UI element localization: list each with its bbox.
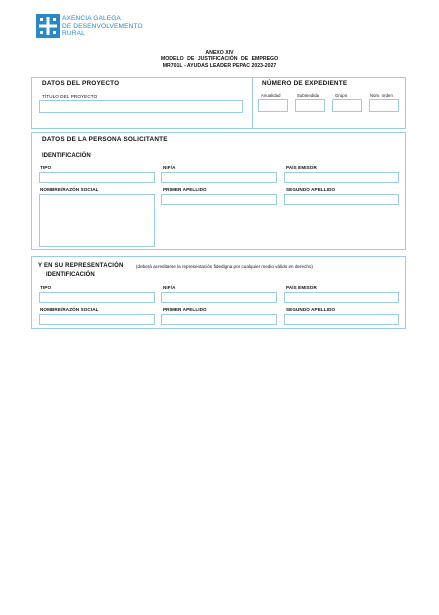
representation-identification-heading: IDENTIFICACIÓN [46, 272, 95, 278]
model-title: MODELO DE JUSTIFICACIÓN DE EMPREGO [160, 56, 279, 63]
agency-name [62, 15, 143, 38]
code-line: MR701L - AYUDAS LEADER PEPAC 2023-2027 [162, 62, 277, 69]
applicant-primer-apellido-label: PRIMER APELLIDO [163, 187, 207, 192]
representation-pais-input[interactable] [284, 292, 399, 303]
representation-tipo-label: TIPO [40, 285, 52, 290]
agency-line: AXENCIA GALEGA [62, 15, 121, 22]
document-heading [0, 50, 439, 69]
agency-line: DE DESENVOLVEMENTO [62, 22, 143, 30]
applicant-segundo-apellido-input[interactable] [284, 194, 399, 205]
applicant-nombre-textarea[interactable] [39, 194, 155, 247]
num-orden-label: Núm. orden [370, 93, 393, 98]
submedida-label: Submedida [297, 93, 320, 98]
applicant-identification-heading: IDENTIFICACIÓN [42, 153, 91, 159]
representation-note: (deberá acreditarse la representación fidedigna por cualquier medio válido en derecho) [136, 264, 313, 269]
applicant-pais-input[interactable] [284, 172, 399, 183]
agency-line: RURAL [62, 30, 85, 38]
xunta-logo-icon [36, 14, 60, 38]
representation-nombre-input[interactable] [39, 314, 155, 325]
representation-primer-apellido-input[interactable] [161, 314, 277, 325]
representation-section-title: Y EN SU REPRESENTACIÓN [38, 263, 124, 269]
representation-nif-label: NIF/A [163, 285, 176, 290]
annex-title: ANEXO XIV [205, 50, 234, 56]
project-section-title: DATOS DEL PROYECTO [42, 80, 120, 87]
applicant-section-title: DATOS DE LA PERSONA SOLICITANTE [42, 136, 168, 143]
applicant-tipo-label: TIPO [40, 165, 52, 170]
applicant-pais-label: PAÍS EMISOR [286, 165, 317, 170]
expediente-section-title: NÚMERO DE EXPEDIENTE [262, 80, 348, 87]
anualidad-label: Anualidad [261, 93, 281, 98]
anualidad-input[interactable] [258, 99, 288, 112]
applicant-primer-apellido-input[interactable] [161, 194, 277, 205]
representation-segundo-apellido-input[interactable] [284, 314, 399, 325]
representation-segundo-apellido-label: SEGUNDO APELLIDO [286, 307, 336, 312]
representation-nombre-label: NOMBRE/RAZÓN SOCIAL [40, 307, 99, 312]
representation-primer-apellido-label: PRIMER APELLIDO [163, 307, 207, 312]
applicant-nif-label: NIF/A [163, 165, 176, 170]
applicant-nombre-label: NOMBRE/RAZÓN SOCIAL [40, 187, 99, 192]
grupo-input[interactable] [332, 99, 362, 112]
grupo-label: Grupo [335, 93, 348, 98]
representation-nif-input[interactable] [161, 292, 277, 303]
submedida-input[interactable] [295, 99, 325, 112]
num-orden-input[interactable] [369, 99, 399, 112]
applicant-segundo-apellido-label: SEGUNDO APELLIDO [286, 187, 336, 192]
representation-pais-label: PAÍS EMISOR [286, 285, 317, 290]
project-title-input[interactable] [39, 100, 243, 113]
project-title-label: TÍTULO DEL PROYECTO [42, 94, 98, 99]
applicant-nif-input[interactable] [161, 172, 277, 183]
applicant-tipo-input[interactable] [39, 172, 155, 183]
representation-tipo-input[interactable] [39, 292, 155, 303]
